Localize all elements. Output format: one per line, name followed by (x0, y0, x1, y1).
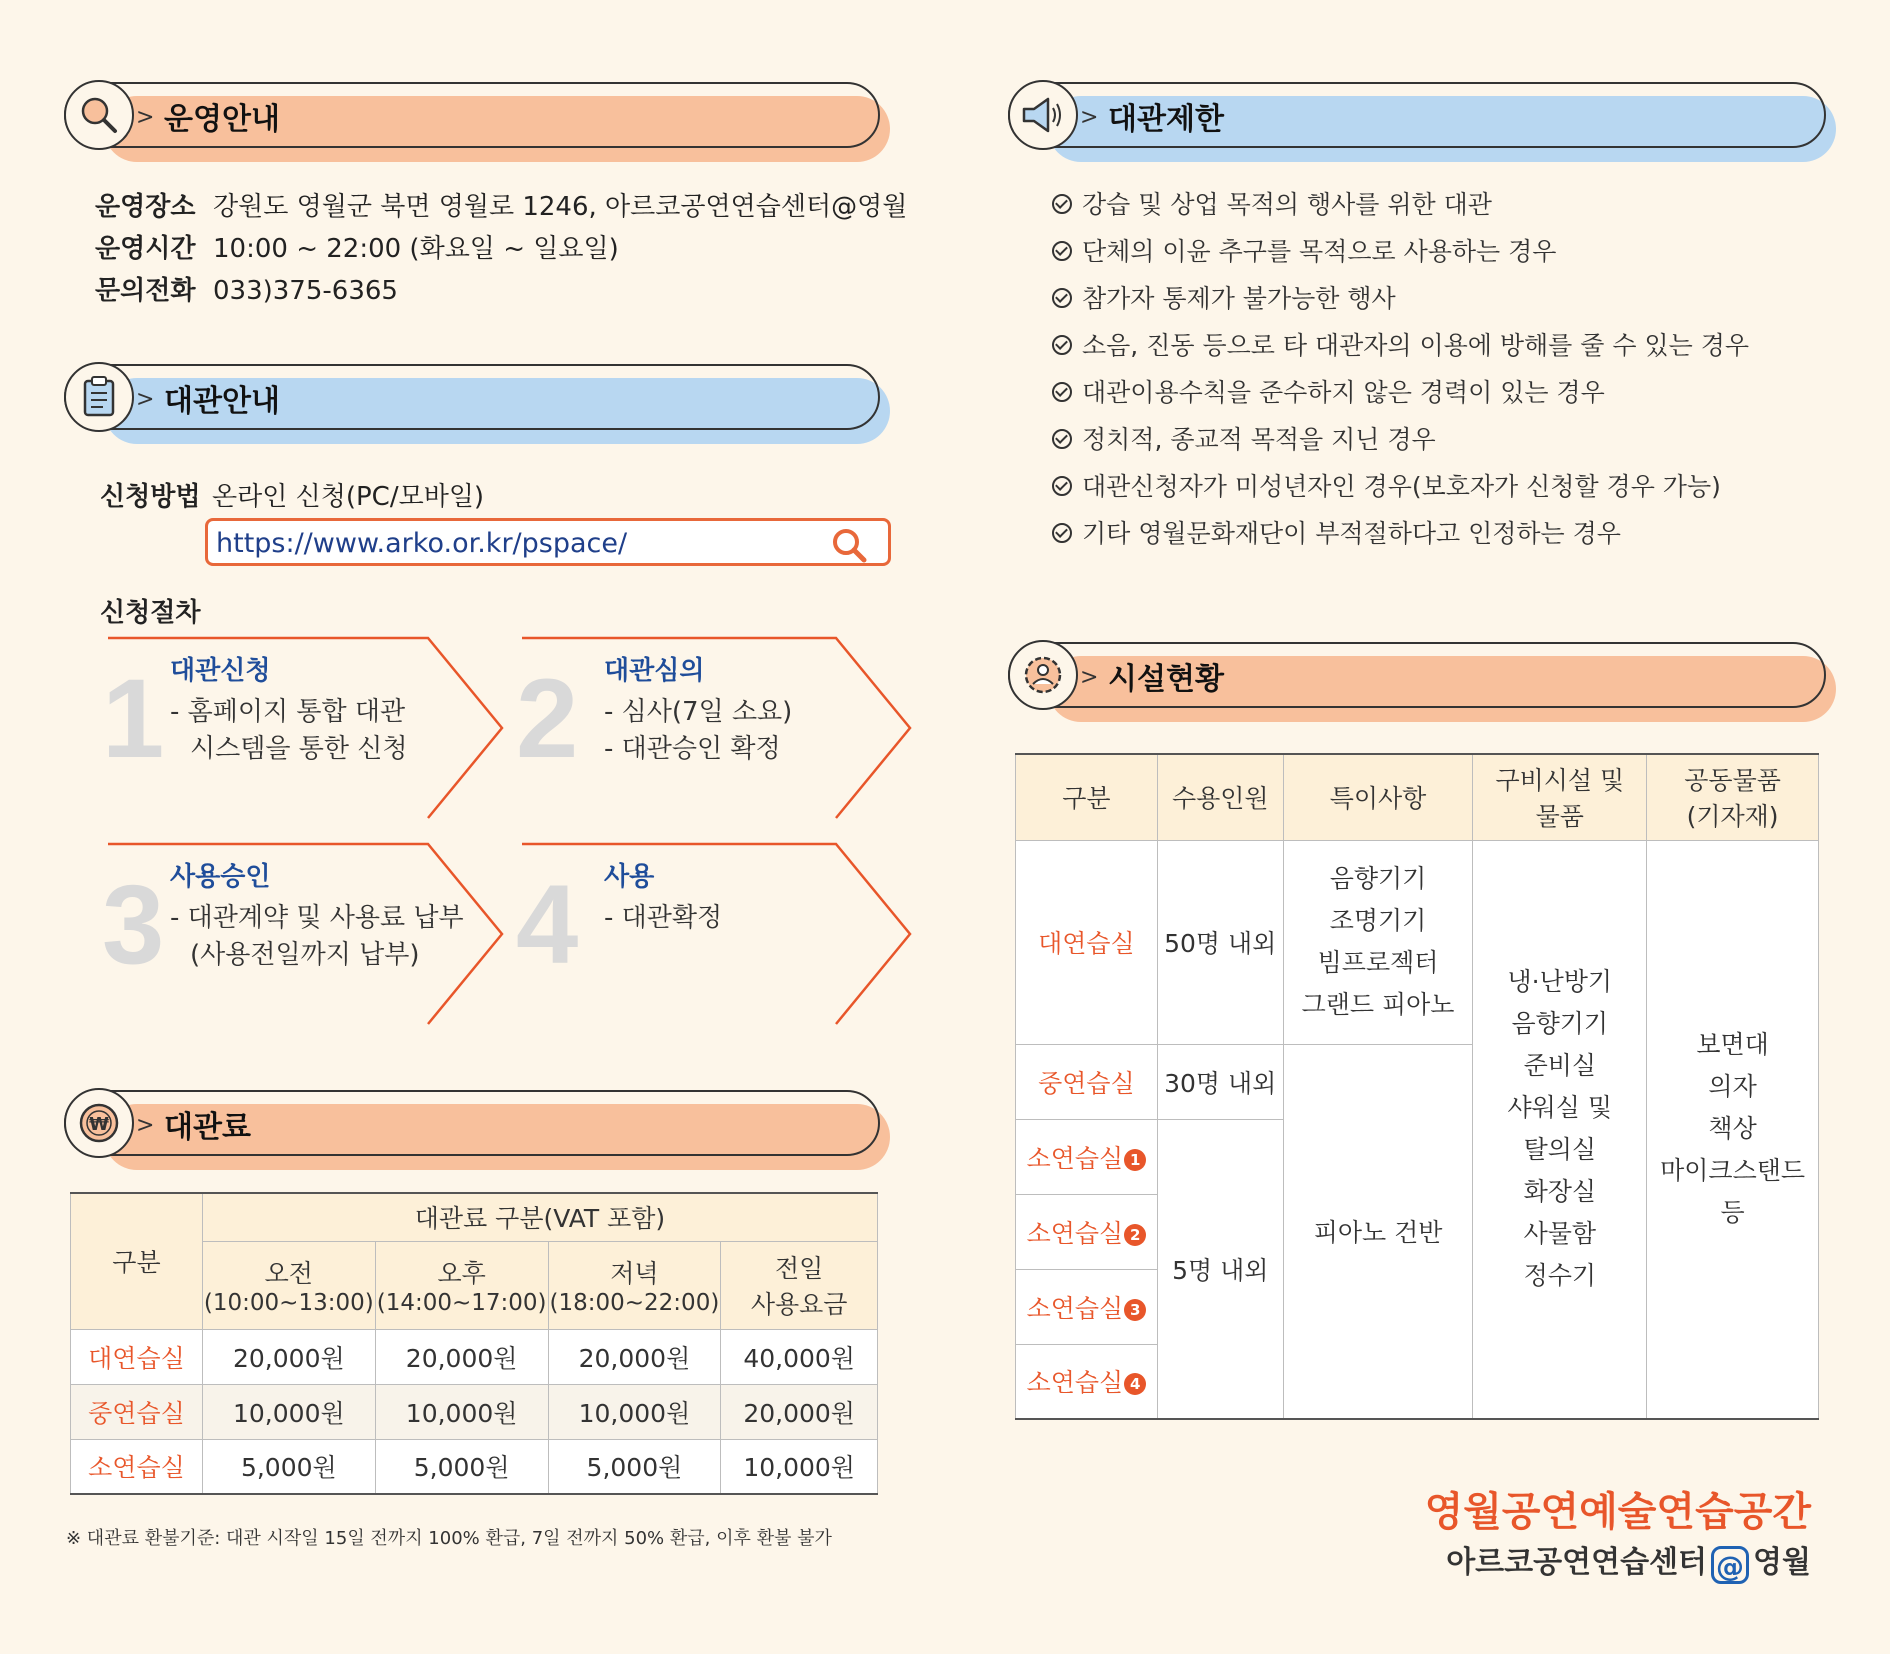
check-circle-icon (1052, 476, 1072, 496)
info-row-phone: 문의전화 033)375-6365 (95, 276, 398, 306)
procedure-step-2: 2 대관심의 - 심사(7일 소요) - 대관승인 확정 (516, 636, 936, 816)
refund-footnote: ※ 대관료 환불기준: 대관 시작일 15일 전까지 100% 환급, 7일 전까지 50% 환급, 이후 환불 불가 (66, 1528, 832, 1549)
procedure-step-3: 3 사용승인 - 대관계약 및 사용료 납부 (사용전일까지 납부) (102, 842, 522, 1022)
restriction-item: 대관신청자가 미성년자인 경우(보호자가 신청할 경우 가능) (1052, 467, 1721, 503)
svg-text:₩: ₩ (89, 1114, 109, 1135)
restriction-item: 단체의 이윤 추구를 목적으로 사용하는 경우 (1052, 232, 1556, 268)
facility-table: 구분 수용인원 특이사항 구비시설 및 물품 공동물품 (기자재) 대연습실 50명 내외 음향기기 조명기기 빔프로젝터 그랜드 피아노 냉·난방기 음향기기 준비실 샤워실 및 탈의실 화장실 사물함 정수기 보면대 의자 책상 마이크스탠드 등 중연습실 30명 내외 피아노 건반 소연습실 1 5명 내외 소연습실 2 소연습실 3 소연습실 4 (1015, 753, 1819, 1420)
restriction-item: 대관이용수칙을 준수하지 않은 경력이 있는 경우 (1052, 373, 1605, 409)
section-header-fees: ₩ > 대관료 (64, 1090, 880, 1170)
section-header-rental-guide: > 대관안내 (64, 364, 880, 444)
info-row-method: 신청방법 온라인 신청(PC/모바일) (100, 482, 485, 512)
check-circle-icon (1052, 288, 1072, 308)
fee-col-header: 오후 (14:00~17:00) (375, 1241, 548, 1329)
info-row-hours: 운영시간 10:00 ~ 22:00 (화요일 ~ 일요일) (95, 234, 619, 264)
clipboard-icon (64, 362, 134, 432)
section-title: 대관안내 (164, 384, 280, 419)
section-header-operation: > 운영안내 (64, 82, 880, 162)
table-row: 소연습실 2 (1016, 1194, 1819, 1269)
table-row: 소연습실 3 (1016, 1269, 1819, 1344)
procedure-step-1: 1 대관신청 - 홈페이지 통합 대관 시스템을 통한 신청 (102, 636, 522, 816)
check-circle-icon (1052, 194, 1072, 214)
restriction-item: 참가자 통제가 불가능한 행사 (1052, 279, 1396, 315)
restriction-item: 정치적, 종교적 목적을 지닌 경우 (1052, 420, 1436, 456)
table-row: 중연습실 10,000원 10,000원 10,000원 20,000원 (71, 1384, 878, 1439)
section-title: 운영안내 (164, 102, 280, 137)
table-row: 중연습실 30명 내외 피아노 건반 (1016, 1044, 1819, 1119)
check-circle-icon (1052, 241, 1072, 261)
won-coin-icon (64, 1088, 134, 1158)
section-header-restrictions: > 대관제한 (1008, 82, 1826, 162)
section-title: 시설현황 (1108, 662, 1224, 697)
fee-col-header: 전일 사용요금 (721, 1241, 878, 1329)
procedure-title: 신청절차 (100, 598, 201, 628)
gear-person-icon (1008, 640, 1078, 710)
fee-header-span: 대관료 구분(VAT 포함) (202, 1193, 877, 1241)
section-header-facilities: > 시설현황 (1008, 642, 1826, 722)
table-row: 대연습실 20,000원 20,000원 20,000원 40,000원 (71, 1329, 878, 1384)
fee-col-header: 오전 (10:00~13:00) (202, 1241, 375, 1329)
restriction-item: 강습 및 상업 목적의 행사를 위한 대관 (1052, 185, 1492, 221)
fee-table (70, 1192, 878, 1495)
search-icon[interactable] (830, 526, 868, 568)
section-title: 대관료 (164, 1110, 251, 1145)
restriction-item: 기타 영월문화재단이 부적절하다고 인정하는 경우 (1052, 514, 1621, 550)
logo-main-title: 영월공연예술연습공간 (1424, 1489, 1811, 1535)
rental-url-link[interactable]: https://www.arko.or.kr/pspace/ (216, 528, 628, 559)
check-circle-icon (1052, 335, 1072, 355)
table-row: 소연습실 5,000원 5,000원 5,000원 10,000원 (71, 1439, 878, 1494)
restriction-item: 소음, 진동 등으로 타 대관자의 이용에 방해를 줄 수 있는 경우 (1052, 326, 1749, 362)
info-row-location: 운영장소 강원도 영월군 북면 영월로 1246, 아르코공연연습센터@영월 (95, 192, 908, 222)
url-link-box[interactable] (205, 518, 891, 566)
check-circle-icon (1052, 382, 1072, 402)
section-title: 대관제한 (1108, 102, 1224, 137)
table-row: 대연습실 50명 내외 음향기기 조명기기 빔프로젝터 그랜드 피아노 냉·난방기 음향기기 준비실 샤워실 및 탈의실 화장실 사물함 정수기 보면대 의자 책상 마이크스탠드 등 (1016, 840, 1819, 1044)
table-row: 소연습실 4 (1016, 1344, 1819, 1419)
fee-header-group: 구분 (71, 1193, 203, 1329)
logo-sub-title: 아르코공연연습센터 @ 영월 (1446, 1545, 1811, 1583)
check-circle-icon (1052, 523, 1072, 543)
fee-col-header: 저녁 (18:00~22:00) (548, 1241, 721, 1329)
check-circle-icon (1052, 429, 1072, 449)
at-sign-icon: @ (1711, 1546, 1749, 1584)
megaphone-icon (1008, 80, 1078, 150)
table-row: 소연습실 1 5명 내외 (1016, 1119, 1819, 1194)
procedure-step-4: 4 사용 - 대관확정 (516, 842, 936, 1022)
search-icon (64, 80, 134, 150)
